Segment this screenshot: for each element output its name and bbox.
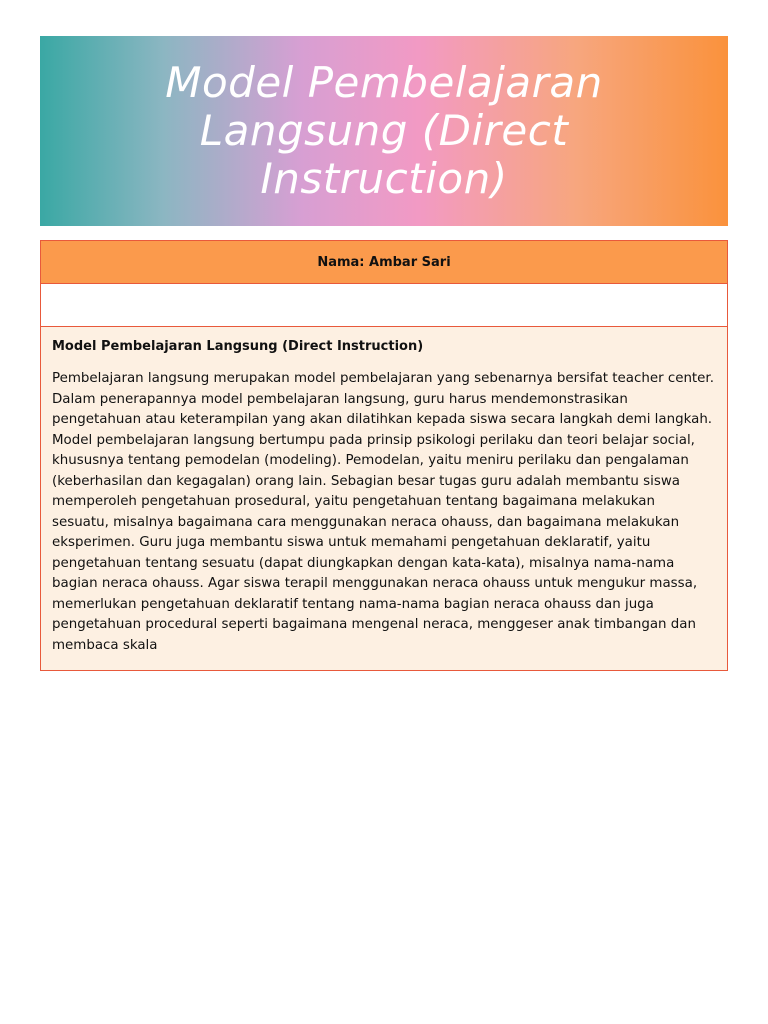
content-heading: Model Pembelajaran Langsung (Direct Instruction) [52,339,424,354]
empty-row [41,284,727,327]
content-row [41,327,727,670]
info-table [40,240,728,671]
name-label: Nama: Ambar Sari [317,254,451,270]
name-row [41,241,727,284]
page-title: Model Pembelajaran Langsung (Direct Instruction) [165,58,603,203]
content-body: Pembelajaran langsung merupakan model pembelajaran yang sebenarnya bersifat teacher center. Dalam penerapannya model pembelajaran langsung, guru harus mendemonstrasikan pengetahuan atau keterampilan yang akan dilatihkan kepada siswa secara langkah demi langkah. Model pembelajaran langsung bertumpu pada prinsip psikologi perilaku dan teori belajar social, khususnya tentang pemodelan (modeling). Pemodelan, yaitu meniru perilaku dan pengalaman (keberhasilan dan kegagalan) orang lain. Sebagian besar tugas guru adalah membantu siswa memperoleh pengetahuan prosedural, yaitu pengetahuan tentang bagaimana melakukan sesuatu, misalnya bagaimana cara menggunakan neraca ohauss, dan bagaimana melakukan eksperimen. Guru juga membantu siswa untuk memahami pengetahuan deklaratif, yaitu pengetahuan tentang sesuatu (dapat diungkapkan dengan kata-kata), misalnya nama-nama bagian neraca ohauss. Agar siswa terapil menggunakan neraca ohauss untuk mengukur massa, memerlukan pengetahuan deklaratif tentang nama-nama bagian neraca ohauss dan juga pengetahuan procedural seperti bagaimana mengenal neraca, menggeser anak timbangan dan membaca skala [52,371,714,653]
title-banner [40,36,728,226]
